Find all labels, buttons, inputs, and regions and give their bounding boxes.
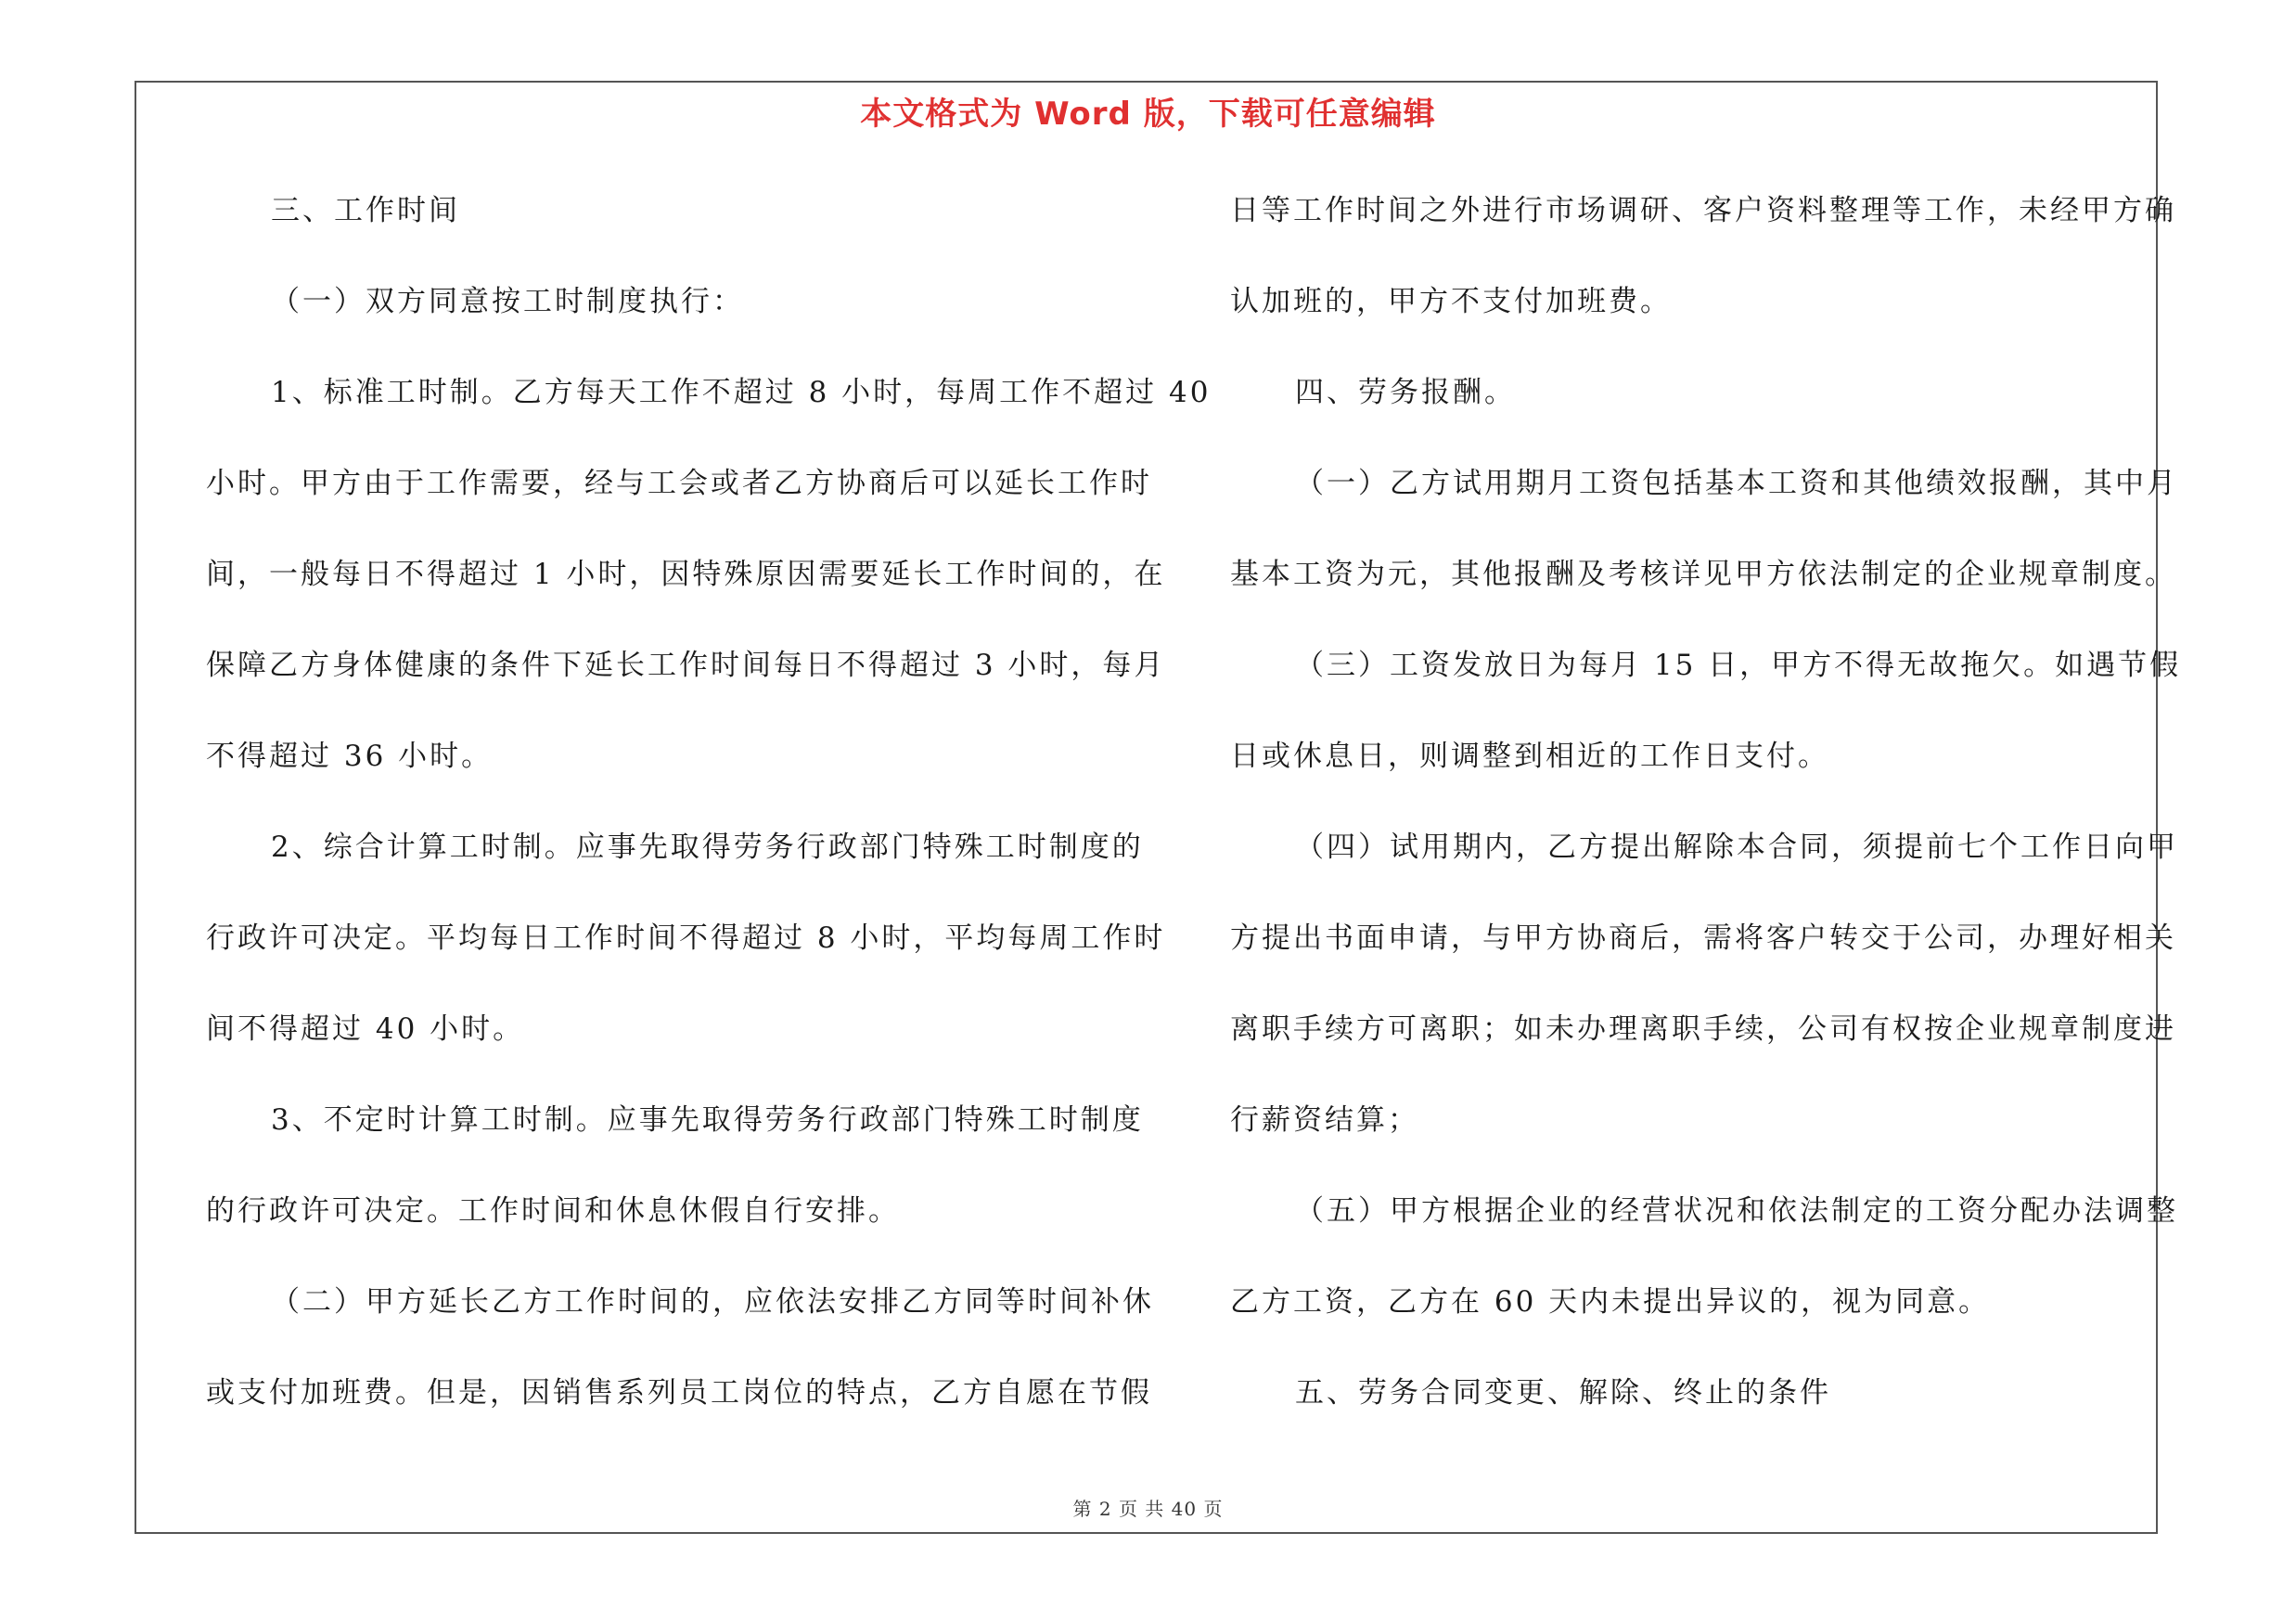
paragraph-line: （二）甲方延长乙方工作时间的，应依法安排乙方同等时间补休	[271, 1285, 1154, 1319]
paragraph-line: 小时。甲方由于工作需要，经与工会或者乙方协商后可以延长工作时	[206, 467, 1152, 500]
paragraph-line: （五）甲方根据企业的经营状况和依法制定的工资分配办法调整	[1295, 1194, 2178, 1228]
paragraph-line: 1、标准工时制。乙方每天工作不超过 8 小时，每周工作不超过 40	[271, 376, 1212, 409]
paragraph-line: 行政许可决定。平均每日工作时间不得超过 8 小时，平均每周工作时	[206, 921, 1166, 955]
paragraph-line: 间不得超过 40 小时。	[206, 1012, 525, 1046]
word-format-banner: 本文格式为 Word 版，下载可任意编辑	[860, 96, 1436, 133]
paragraph-line: 基本工资为元，其他报酬及考核详见甲方依法制定的企业规章制度。	[1230, 558, 2176, 591]
paragraph-line: （三）工资发放日为每月 15 日，甲方不得无故拖欠。如遇节假	[1295, 649, 2182, 682]
paragraph-line: 离职手续方可离职；如未办理离职手续，公司有权按企业规章制度进	[1230, 1012, 2176, 1046]
paragraph-line: 3、不定时计算工时制。应事先取得劳务行政部门特殊工时制度	[271, 1103, 1144, 1137]
paragraph-line: 日或休息日，则调整到相近的工作日支付。	[1230, 740, 1829, 773]
paragraph-line: 方提出书面申请，与甲方协商后，需将客户转交于公司，办理好相关	[1230, 921, 2176, 955]
section-heading: 三、工作时间	[271, 194, 460, 227]
paragraph-line: 保障乙方身体健康的条件下延长工作时间每日不得超过 3 小时，每月	[206, 649, 1166, 682]
paragraph-line: 日等工作时间之外进行市场调研、客户资料整理等工作，未经甲方确	[1230, 194, 2176, 227]
paragraph-line: 乙方工资，乙方在 60 天内未提出异议的，视为同意。	[1230, 1285, 1991, 1319]
paragraph-line: 不得超过 36 小时。	[206, 740, 494, 773]
page-number-footer: 第 2 页 共 40 页	[1072, 1498, 1224, 1520]
paragraph-line: 间，一般每日不得超过 1 小时，因特殊原因需要延长工作时间的，在	[206, 558, 1166, 591]
paragraph-line: 或支付加班费。但是，因销售系列员工岗位的特点，乙方自愿在节假	[206, 1376, 1152, 1410]
section-heading: 四、劳务报酬。	[1295, 376, 1516, 409]
paragraph-line: 2、综合计算工时制。应事先取得劳务行政部门特殊工时制度的	[271, 831, 1144, 864]
left-column	[206, 178, 1212, 1451]
right-column	[1230, 178, 2182, 1451]
paragraph-line: 认加班的，甲方不支付加班费。	[1230, 285, 1672, 318]
section-heading: 五、劳务合同变更、解除、终止的条件	[1295, 1376, 1831, 1410]
paragraph-line: 的行政许可决定。工作时间和休息休假自行安排。	[206, 1194, 900, 1228]
paragraph-line: 行薪资结算；	[1230, 1103, 1419, 1137]
paragraph-line: （一）双方同意按工时制度执行：	[271, 285, 744, 318]
paragraph-line: （一）乙方试用期月工资包括基本工资和其他绩效报酬，其中月	[1295, 467, 2178, 500]
paragraph-line: （四）试用期内，乙方提出解除本合同，须提前七个工作日向甲	[1295, 831, 2178, 864]
